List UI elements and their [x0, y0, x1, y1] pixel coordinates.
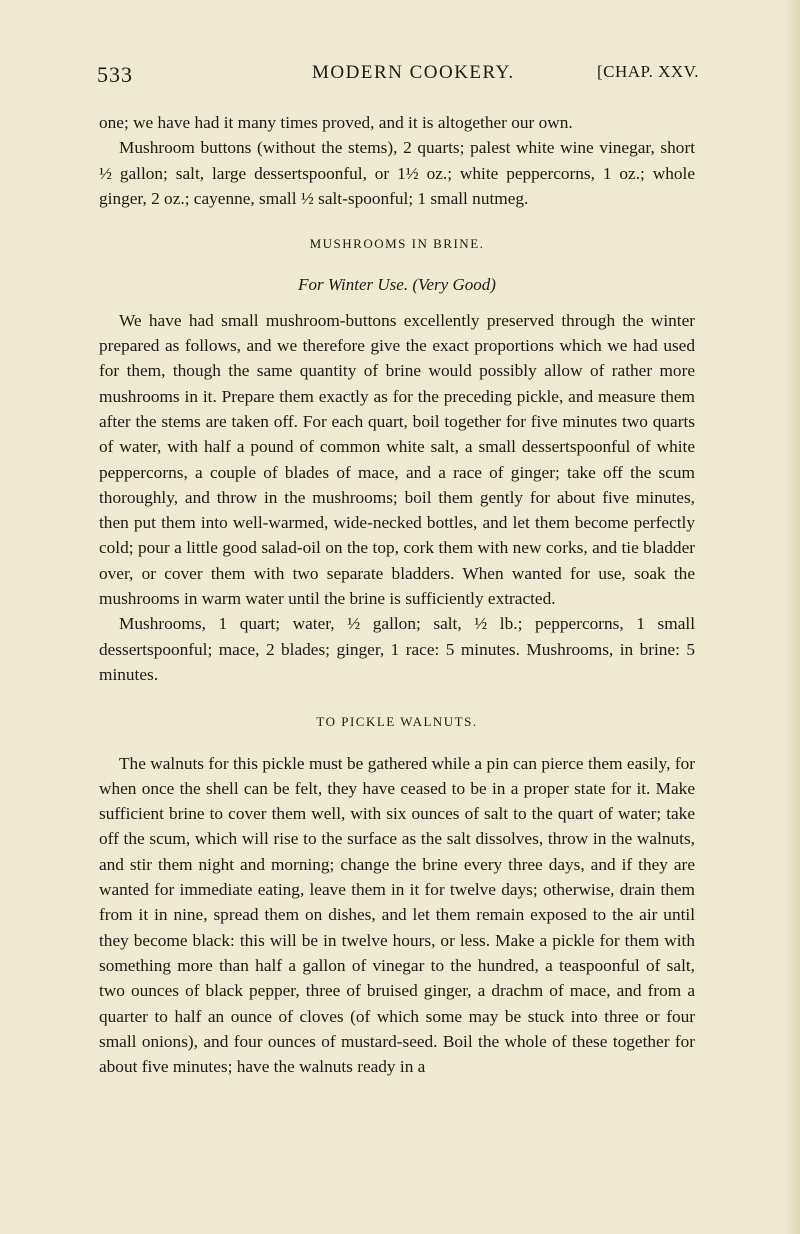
paragraph-continuation: one; we have had it many times proved, and it is altogether our own.: [99, 113, 573, 132]
page-body: [99, 110, 695, 1079]
ingredient-list-pickled-mushrooms: Mushroom buttons (without the stems), 2 quarts; palest white wine vinegar, short ½ gallon; salt, large dessertspoonful, or 1½ oz.; white peppercorns, 1 oz.; whole ginger, 2 oz.; cayenne, small ½ salt-spoonful; 1 small nutmeg.: [99, 138, 695, 208]
section-heading-pickle-walnuts: TO PICKLE WALNUTS.: [316, 714, 478, 730]
running-title: MODERN COOKERY.: [312, 62, 515, 83]
running-header: [97, 62, 697, 92]
ingredient-list-mushrooms-in-brine: Mushrooms, 1 quart; water, ½ gallon; salt, ½ lb.; peppercorns, 1 small dessertspoonful; mace, 2 blades; ginger, 1 race: 5 minutes. Mushrooms, in brine: 5 minutes.: [99, 614, 695, 684]
paragraph-pickle-walnuts: The walnuts for this pickle must be gathered while a pin can pierce them easily, for when once the shell can be felt, they have ceased to be in a proper state for it. Make sufficient brine to cover them well, with six ounces of salt to the quart of water; take off the scum, which will rise to the surface as the salt dissolves, throw in the walnuts, and stir them night and morning; change the brine every three days, and if they are wanted for immediate eating, leave them in it for twelve days; otherwise, drain them from it in nine, spread them on dishes, and let them remain exposed to the air until they become black: this will be in twelve hours, or less. Make a pickle for them with something more than half a gallon of vinegar to the hundred, a teaspoonful of salt, two ounces of black pepper, three of bruised ginger, a drachm of mace, and from a quarter to half an ounce of cloves (of which some may be stuck into three or four small onions), and four ounces of mustard-seed. Boil the whole of these together for about five minutes; have the walnuts ready in a: [99, 753, 695, 1077]
section-heading-mushrooms-in-brine: MUSHROOMS IN BRINE.: [309, 236, 485, 252]
paragraph-mushrooms-in-brine: We have had small mushroom-buttons excellently preserved through the winter prepared as follows, and we therefore give the exact proportions which we had used for them, though the same quantity of brine would possibly allow of rather more mushrooms in it. Prepare them exactly as for the preceding pickle, and measure them after the stems are taken off. For each quart, boil together for five minutes two quarts of water, with half a pound of common white salt, a small dessertspoonful of white peppercorns, a couple of blades of mace, and a race of ginger; take off the scum thoroughly, and throw in the mushrooms; boil them gently for about five minutes, then put them into well-warmed, wide-necked bottles, and let them become perfectly cold; pour a little good salad-oil on the top, cork them with new corks, and tie bladder over, or cover them with two separate bladders. When wanted for use, soak the mushrooms in warm water until the brine is sufficiently extracted.: [99, 310, 695, 609]
section-subheading: For Winter Use. (Very Good): [298, 275, 496, 295]
page-number: 533: [97, 62, 133, 87]
page-edge-shadow: [784, 0, 800, 1234]
chapter-label: [CHAP. XXV.: [596, 62, 699, 81]
